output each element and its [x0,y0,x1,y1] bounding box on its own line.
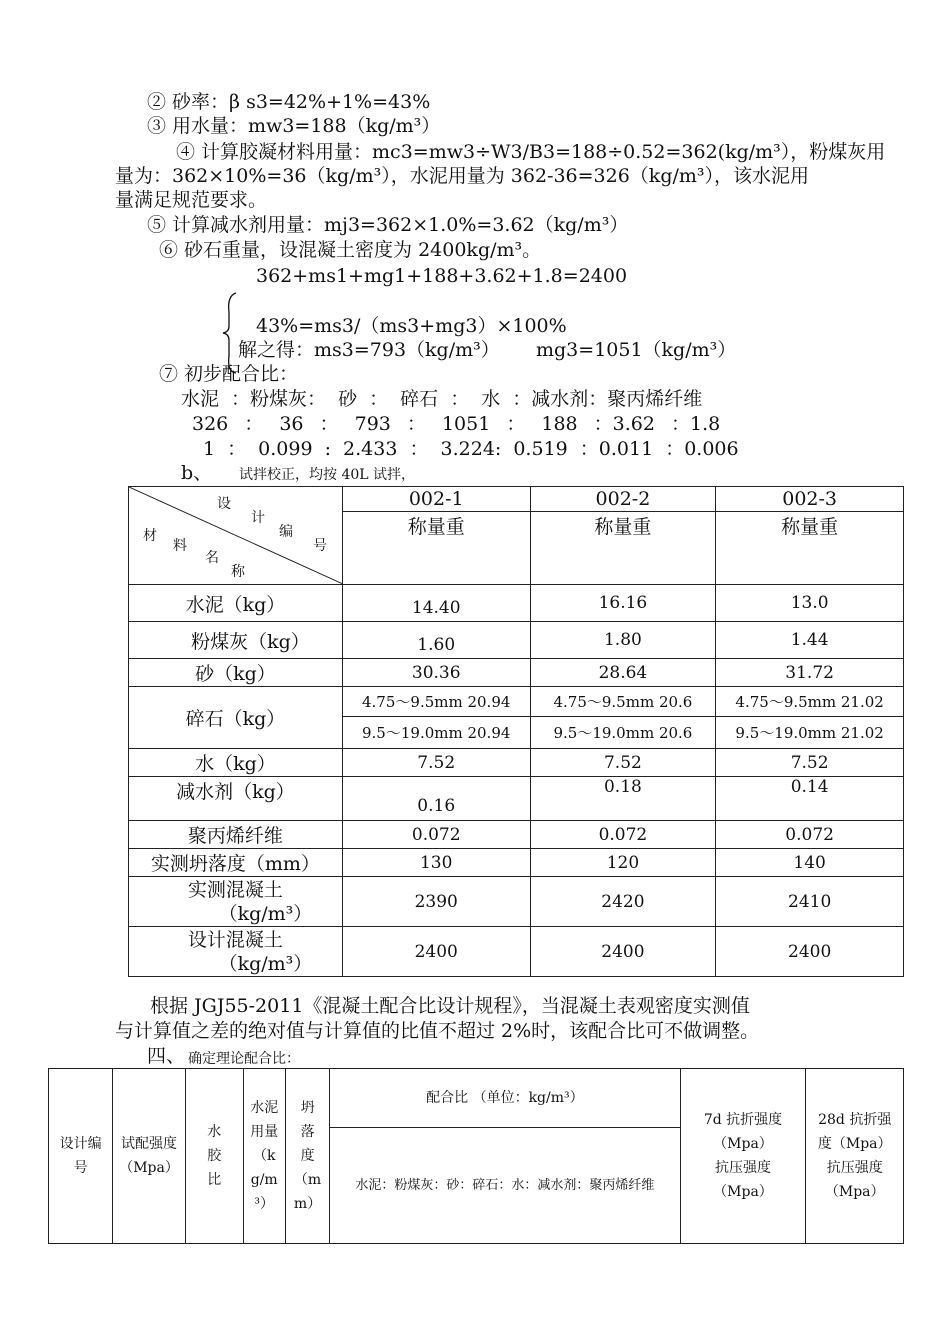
cell: 4.75～9.5mm 20.94 [342,687,530,717]
row-label: 水（kg） [129,749,343,777]
header-char: 材 [143,528,157,544]
line-water-amount: ③ 用水量：mw3=188（kg/m³） [147,115,441,137]
mix-ratio: 1 ： 0.099 : 2.433 ： 3.224: 0.519 ：0.011 ：0.006 [203,438,739,460]
header-design-no: 设计编号 [49,1069,113,1244]
header-7d-flexural: 7d 抗折强度（Mpa） [703,1112,783,1152]
header-char: 编 [279,524,293,540]
cell: 4.75～9.5mm 20.6 [530,687,716,717]
mix-amounts: 326 ： 36 ： 793 ： 1051 ： 188 ：3.62 ：1.8 [192,413,721,435]
col-header: 002-2 [530,487,716,512]
section-b-label: b、 [181,462,213,484]
cell: 4.75～9.5mm 21.02 [716,687,904,717]
solution-gravel: mg3=1051（kg/m³） [536,339,737,361]
row-label: 聚丙烯纤维 [129,821,343,849]
cell: 2400 [530,927,716,977]
solution-sand: 解之得：ms3=793（kg/m³） [238,339,500,361]
line-sand-ratio: ② 砂率：β s3=42%+1%=43% [147,91,431,113]
header-water-binder: 水胶比 [185,1069,243,1244]
cell: 13.0 [716,585,904,622]
cell: 2400 [716,927,904,977]
header-cement-amount: 水泥用量（kg/m³） [243,1069,285,1244]
header-trial-strength: 试配强度（Mpa） [113,1069,186,1244]
cell: 31.72 [716,659,904,687]
cell: 0.14 [716,777,904,821]
cell: 2420 [530,877,716,927]
header-28d-compressive: 抗压强度（Mpa） [824,1160,885,1200]
header-char: 料 [173,538,187,554]
row-label [129,877,343,927]
cell: 130 [342,849,530,877]
mix-components: 水泥 ：粉煤灰： 砂 ： 碎石 ： 水 ：减水剂：聚丙烯纤维 [181,388,703,410]
header-mix-components: 水泥：粉煤灰：砂：碎石：水：减水剂：聚丙烯纤维 [330,1128,680,1244]
header-28d-strength [806,1069,904,1244]
header-char: 称 [231,564,245,580]
equation-ratio: 43%=ms3/（ms3+mg3）×100% [256,315,567,337]
equation-sum: 362+ms1+mg1+188+3.62+1.8=2400 [256,265,628,287]
cell: 140 [716,849,904,877]
header-char: 计 [251,510,265,526]
row-label: 减水剂（kg） [129,777,343,821]
row-label: 实测坍落度（mm） [129,849,343,877]
cell: 2390 [342,877,530,927]
line-binder-calc-2: 量为：362×10%=36（kg/m³），水泥用量为 362-36=326（kg/m³），该水泥用 [115,165,810,187]
row-label: 水泥（kg） [129,585,343,622]
cell: 120 [530,849,716,877]
cell: 30.36 [342,659,530,687]
header-slump: 坍落度（mm） [285,1069,329,1244]
cell: 7.52 [342,749,530,777]
header-char: 设 [217,496,231,512]
cell: 7.52 [716,749,904,777]
weigh-label: 称量重 [342,512,530,585]
cell: 0.18 [530,777,716,821]
cell: 14.40 [342,585,530,622]
header-28d-flexural: 28d 抗折强度（Mpa） [817,1112,892,1152]
section-b-title: 试拌校正，均按 40L 试拌， [239,467,416,483]
cell: 1.80 [530,622,716,659]
cell: 9.5～19.0mm 21.02 [716,717,904,749]
cell: 0.072 [342,821,530,849]
cell: 9.5～19.0mm 20.94 [342,717,530,749]
weigh-label: 称量重 [530,512,716,585]
cell: 16.16 [530,585,716,622]
col-header: 002-3 [716,487,904,512]
header-7d-strength [680,1069,806,1244]
row-label [129,927,343,977]
cell: 2400 [342,927,530,977]
cell: 1.60 [342,622,530,659]
paragraph-line-2: 与计算值之差的绝对值与计算值的比值不超过 2%时，该配合比可不做调整。 [115,1020,760,1042]
cell: 0.072 [530,821,716,849]
row-label: 粉煤灰（kg） [129,622,343,659]
row-label-line1: 实测混凝土 [187,878,283,901]
header-7d-compressive: 抗压强度（Mpa） [713,1160,773,1200]
line-binder-calc-3: 量满足规范要求。 [115,189,268,211]
header-mix-ratio: 配合比 （单位：kg/m³） [330,1069,680,1128]
col-header: 002-1 [342,487,530,512]
row-label-line1: 设计混凝土 [187,928,283,951]
row-label-line2: （kg/m³） [218,952,313,975]
cell: 1.44 [716,622,904,659]
theoretical-mix-table [48,1068,904,1244]
trial-mix-table [128,486,904,977]
cell: 2410 [716,877,904,927]
section-4-title: 确定理论配合比： [188,1051,300,1067]
row-label: 碎石（kg） [129,687,343,749]
section-4-label: 四、 [147,1045,186,1067]
cell: 28.64 [530,659,716,687]
weigh-label: 称量重 [716,512,904,585]
header-char: 名 [205,550,219,566]
line-reducer-calc: ⑤ 计算减水剂用量：mj3=362×1.0%=3.62（kg/m³） [147,214,629,236]
line-binder-calc: ④ 计算胶凝材料用量：mc3=mw3÷W3/B3=188÷0.52=362(kg/m³），粉煤灰用 [176,141,886,163]
cell: 9.5～19.0mm 20.6 [530,717,716,749]
paragraph-line-1: 根据 JGJ55-2011《混凝土配合比设计规程》，当混凝土表观密度实测值 [150,995,750,1017]
line-aggregate-weight: ⑥ 砂石重量，设混凝土密度为 2400kg/m³。 [159,239,542,261]
diagonal-header [129,487,343,585]
header-char: 号 [313,538,327,554]
cell: 7.52 [530,749,716,777]
cell: 0.16 [342,777,530,821]
cell: 0.072 [716,821,904,849]
line-initial-mix: ⑦ 初步配合比： [159,363,299,385]
row-label: 砂（kg） [129,659,343,687]
row-label-line2: （kg/m³） [218,902,313,925]
